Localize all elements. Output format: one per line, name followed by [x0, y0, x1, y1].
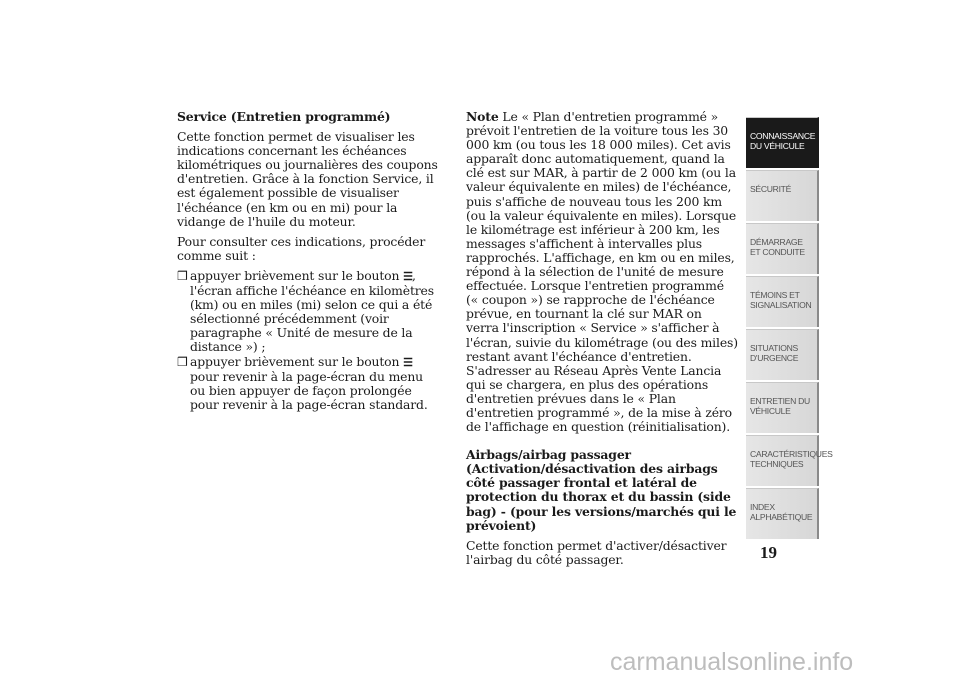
step-2-text-end: pour revenir à la page-écran du menu ou bien appuyer de façon prolongée pour revenir à la page-écran standard. — [190, 368, 428, 412]
tab-caracteristiques-techniques[interactable]: CARACTÉRISTIQUES TECHNIQUES — [746, 435, 819, 486]
right-column — [466, 110, 738, 573]
service-description: Cette fonction permet de visualiser les indications concernant les échéances kilométriques ou journalières des coupons d'entretien. Grâce à la fonction Service, il est également possible de visualiser l'échéance (en km ou en mi) pour la vidange de l'huile du moteur. — [177, 129, 438, 229]
service-procedure-intro: Pour consulter ces indications, procéder comme suit : — [177, 233, 426, 263]
mode-button-icon: ☰ — [403, 355, 412, 369]
section-heading-airbag: Airbags/airbag passager (Activation/désactivation des airbags côté passager frontal et latéral de protection du thorax et du bassin (side bag) - (pour les versions/marchés qui le prévoient) — [466, 447, 737, 533]
tab-connaissance-du-vehicule[interactable]: CONNAISSANCE DU VÉHICULE — [746, 117, 819, 168]
mode-button-icon: ☰ — [403, 269, 412, 283]
step-2-text-start: appuyer brièvement sur le bouton — [190, 353, 400, 369]
chapter-tabs — [746, 117, 833, 541]
tab-demarrage-et-conduite[interactable]: DÉMARRAGE ET CONDUITE — [746, 223, 819, 274]
procedure-step-2 — [177, 355, 439, 412]
tab-temoins-et-signalisation[interactable]: TÉMOINS ET SIGNALISATION — [746, 276, 819, 327]
note-text: Le « Plan d'entretien programmé » prévoit l'entretien de la voiture tous les 30 000 km (ou tous les 18 000 miles). Cet avis apparaît donc automatiquement, quand la clé est sur MAR, à partir de 2 000 km (ou la valeur équivalente en miles) de l'échéance, puis s'affiche de nouveau tous les 200 km (ou la valeur équivalente en miles). Lorsque le kilométrage est inférieur à 200 km, les messages s'affichent à intervalles plus rapprochés. L'affichage, en km ou en miles, répond à la sélection de l'unité de mesure effectuée. Lorsque l'entretien programmé (« coupon ») se rapproche de l'échéance prévue, en tournant la clé sur MAR on verra l'inscription « Service » s'afficher à l'écran, suivie du kilométrage (ou des miles) restant avant l'échéance d'entretien. S'adresser au Réseau Après Vente Lancia qui se chargera, en plus des opérations d'entretien prévues dans le « Plan d'entretien programmé », de la mise à zéro de l'affichage en question (réinitialisation). — [466, 109, 738, 435]
maintenance-note — [466, 110, 738, 434]
note-label: Note — [466, 109, 499, 124]
tab-index-alphabetique[interactable]: INDEX ALPHABÉTIQUE — [746, 488, 819, 539]
checkbox-bullet-icon: ❒ — [177, 354, 188, 369]
step-1-text-start: appuyer brièvement sur le bouton — [190, 267, 400, 283]
tab-situations-d-urgence[interactable]: SITUATIONS D'URGENCE — [746, 329, 819, 380]
procedure-step-1 — [177, 269, 439, 355]
page-number: 19 — [760, 543, 777, 562]
left-column — [177, 110, 439, 412]
site-watermark: carmanualsonline.info — [610, 648, 854, 676]
tab-entretien-du-vehicule[interactable]: ENTRETIEN DU VÉHICULE — [746, 382, 819, 433]
checkbox-bullet-icon: ❒ — [177, 268, 188, 283]
airbag-description: Cette fonction permet d'activer/désactiver l'airbag du côté passager. — [466, 537, 727, 567]
tab-securite[interactable]: SÉCURITÉ — [746, 170, 819, 221]
section-heading-service: Service (Entretien programmé) — [177, 109, 391, 124]
step-1-text-end: , l'écran affiche l'échéance en kilomètres (km) ou en miles (mi) selon ce qui a été sélectionné précédemment (voir paragraphe « Unité de mesure de la distance ») ; — [190, 267, 434, 355]
